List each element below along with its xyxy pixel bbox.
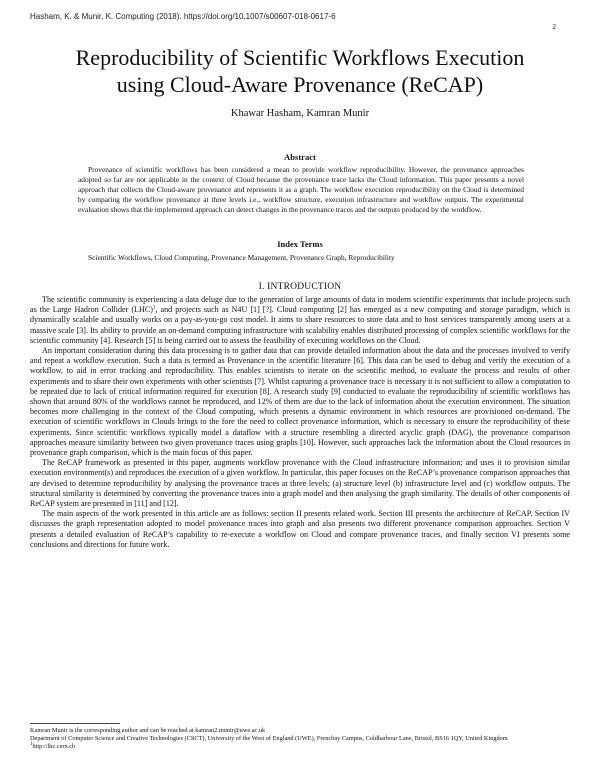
corresponding-author-note: Kamran Munir is the corresponding author and can be reached at kamran2.munir@uwe.ac.uk xyxy=(30,727,266,734)
paragraph-3: The ReCAP framework as presented in this paper, augments workflow provenance with the Cloud infrastructure information; and uses it to provision similar execution environment(s) and reproduces the execution of a given workflow. In particular, this paper focuses on the ReCAP’s provenance comparison approaches that are devised to determine reproducibility by analysing the provenance traces at three levels; (a) structure level (b) infrastructure level and (c) workflow outputs. The structural similarity is determined by converting the provenance traces into a graph model and then analysing the graph similarity. The details of other components of ReCAP system are presented in [11] and [12]. xyxy=(30,458,570,509)
index-terms-heading: Index Terms xyxy=(277,239,323,249)
paragraph-4: The main aspects of the work presented in this article are as follows: section II presents related work. Section III presents the architecture of ReCAP. Section IV discusses the graph representation adopted to model provenance traces into graph and also presents two different provenance comparison approaches. Section V presents a detailed evaluation of ReCAP’s capability to re-execute a workflow on Cloud and compare provenance traces, and finally section VI presents some conclusions and directions for future work. xyxy=(30,509,570,549)
section-body xyxy=(30,295,570,550)
affiliation-note: Department of Computer Science and Creative Technologies (CSCT), University of the West of England (UWE), Frenchay Campus, Coldharbour Lane, Bristol, BS16 1QY, United Kingdom xyxy=(30,735,508,742)
footnote-rule xyxy=(30,723,120,724)
authors: Khawar Hasham, Kamran Munir xyxy=(230,108,370,119)
index-terms-text: Scientific Workflows, Cloud Computing, Provenance Management, Provenance Graph, Reproducibility xyxy=(88,253,395,262)
abstract-heading: Abstract xyxy=(284,152,316,162)
paper-title xyxy=(40,44,560,98)
url-footnote-number: 1 xyxy=(30,741,33,747)
paragraph-2: An important consideration during this data processing is to gather data that can provide detailed information about the data and the processes involved to verify and repeat a workflow execution. Such a data is termed as Provenance in the scientific literature [6]. This data can be used to debug and verify the execution of a workflow, to aid in error tracking and reproducibility. This enables scientists to iterate on the scientific method, to evaluate the process and results of other experiments and to share their own experiments with other scientists [7]. Whilst capturing a provenance trace is necessary it is not sufficient to allow a computation to be repeated due to lack of critical information required for execution [8]. A research study [9] conducted to evaluate the reproducibility of scientific workflows has shown that around 80% of the workflows cannot be reproduced, and 12% of them are due to the lack of information about the execution environment. The situation becomes more challenging in the context of the Cloud computing, which presents a dynamic environment in which resources are provisioned on-demand. The execution of scientific workflows in Clouds brings to the fore the need to collect provenance information, which is necessary to ensure the reproducibility of these experiments. Since scientific workflows typically model a dataflow with a structure resembling a directed acyclic graph (DAG), the provenance comparison approaches measure similarity between two given provenance traces using graphs [10]. However, such approaches lack the information about the Cloud resources in provenance graph comparison, which is the main focus of this paper. xyxy=(30,346,570,458)
footnote-marker: 1 xyxy=(152,305,156,311)
url-footnote xyxy=(30,743,570,751)
abstract-text: Provenance of scientific workflows has been considered a mean to provide workflow reproducibility. However, the provenance approaches adopted so far are not applicable in the context of Cloud because the provenance trace lacks the Cloud information. This paper presents a novel approach that collects the Cloud-aware provenance and represents it as a graph. The workflow execution reproducibility on the Cloud is determined by comparing the workflow provenance at three levels i.e., workflow structure, execution infrastructure and workflow outputs. The experimental evaluation shows that the implemented approach can detect changes in the provenance traces and the outputs produced by the workflow. xyxy=(78,165,524,214)
footnotes xyxy=(30,727,570,751)
page-number: 2 xyxy=(552,23,556,31)
citation-header: Hasham, K. & Munir, K. Computing (2018). https://doi.org/10.1007/s00607-018-0617-6 xyxy=(30,12,336,21)
section-heading: I. INTRODUCTION xyxy=(258,282,342,292)
title-line-1: Reproducibility of Scientific Workflows Execution xyxy=(75,45,525,70)
url-footnote-link[interactable]: http://lhc.cern.ch xyxy=(32,743,76,750)
title-line-2: using Cloud-Aware Provenance (ReCAP) xyxy=(116,72,484,97)
paragraph-1-part-b: , and projects such as N4U [1] [?]. Cloud computing [2] has emerged as a new computing and storage paradigm, which is dynamically scalable and usually works on a pay-as-you-go cost model. It aims to share resources to store data and to host services transparently among users at a massive scale [3]. Its ability to provide an on-demand computing infrastructure with scalability enables distributed processing of complex scientific workflows for the scientific community [4]. Research [5] is being carried out to assess the feasibility of executing workflows on the Cloud. xyxy=(30,305,570,345)
paragraph-1 xyxy=(30,295,570,346)
paragraph-1-part-a: The scientific community is experiencing a data deluge due to the generation of large amounts of data in modern scientific experiments that include projects such as the Large Hadron Collider (LHC) xyxy=(30,295,570,315)
